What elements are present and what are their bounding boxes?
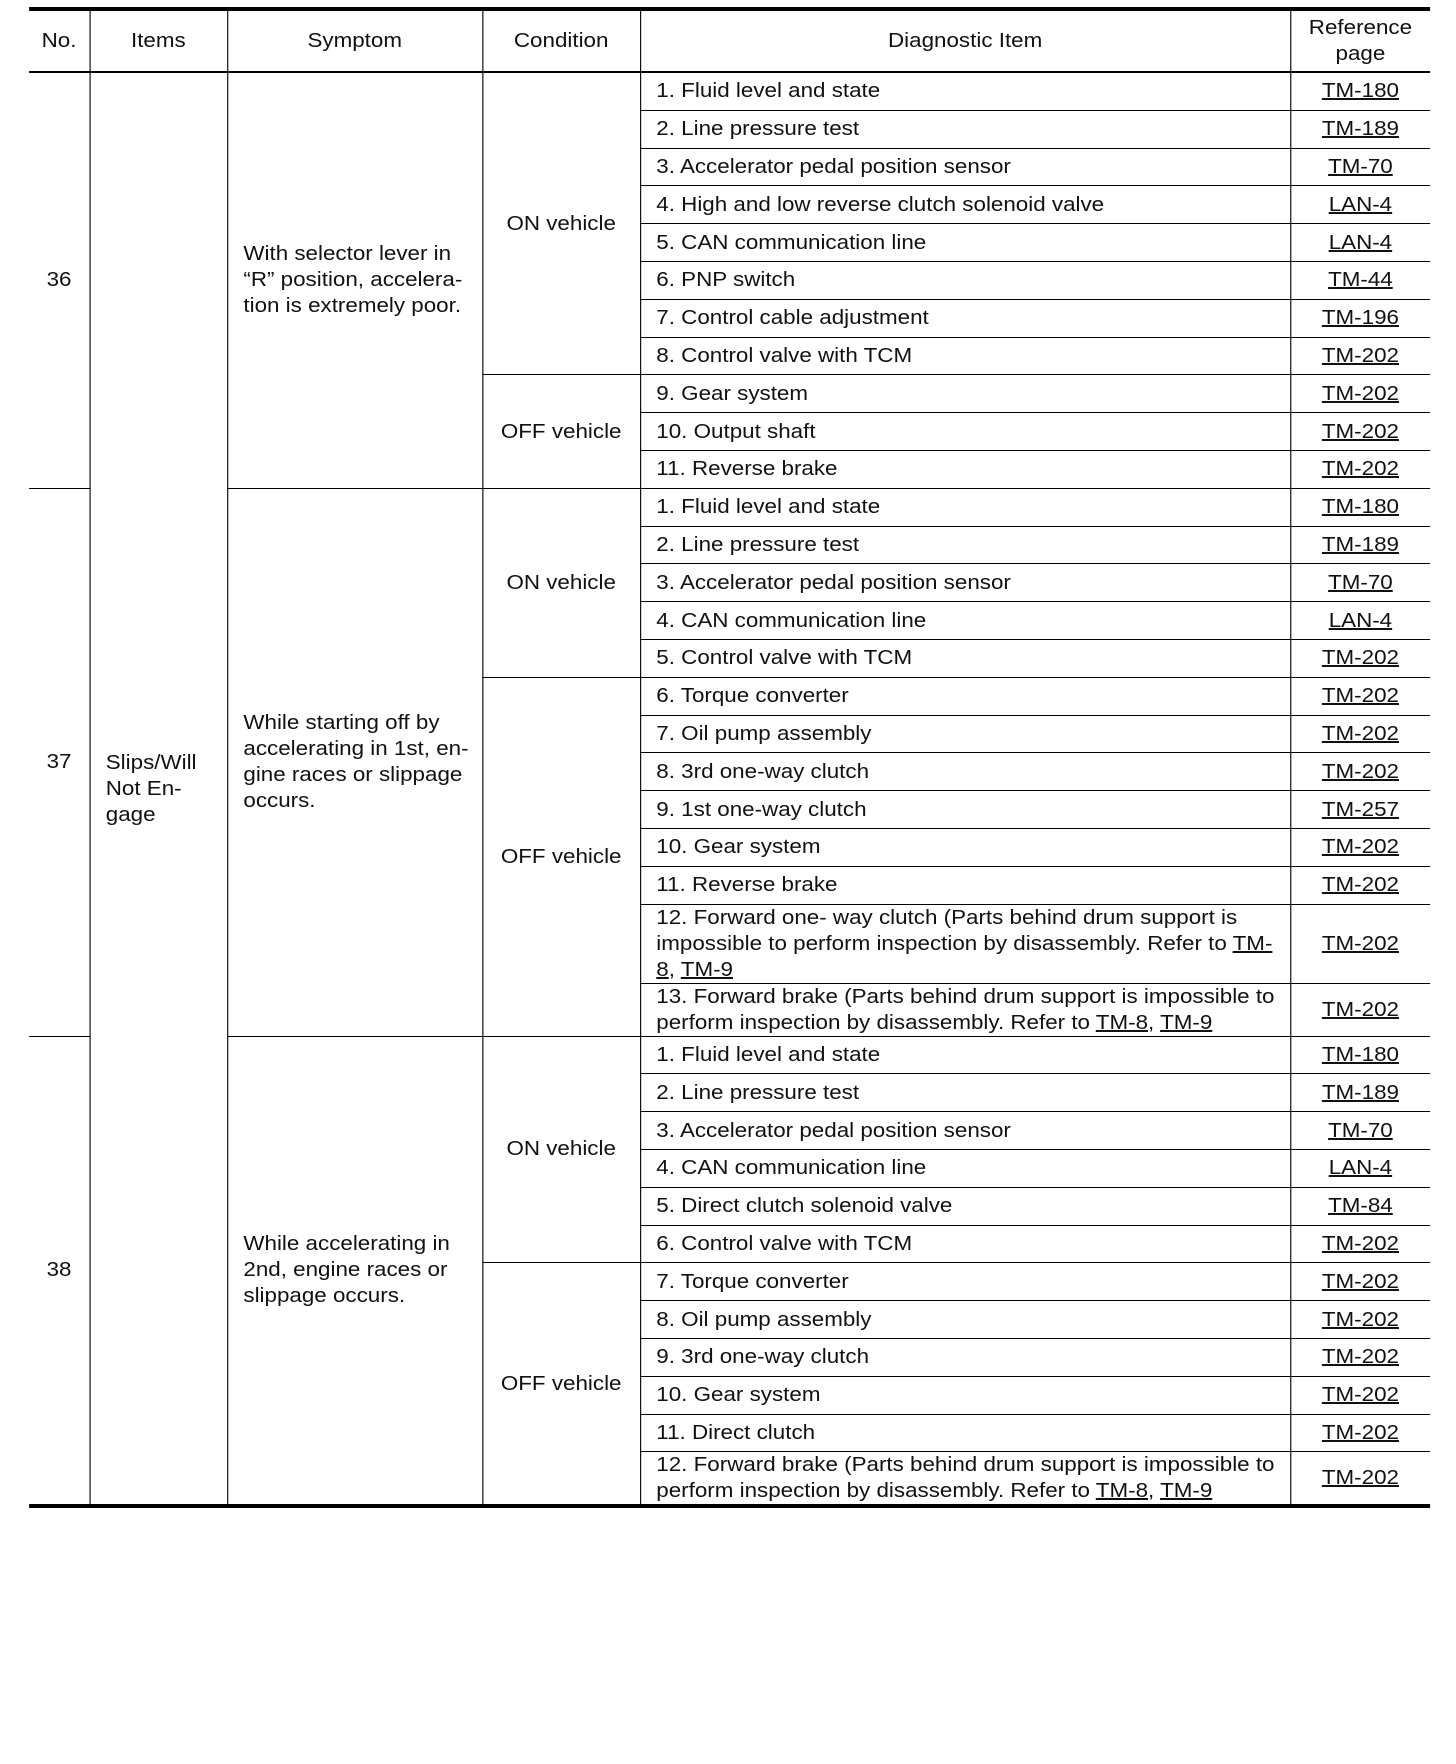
diagnostic-item [640,375,1290,413]
diagnostic-item [640,715,1290,753]
reference-page-cell [1290,1301,1430,1339]
diagnostic-item-text: 11. Reverse brake [656,458,838,481]
diagnostic-item [640,526,1290,564]
reference-page-link[interactable]: TM-202 [1321,722,1399,745]
reference-page-link[interactable]: TM-202 [1321,1346,1399,1369]
diagnostic-item [640,1036,1290,1074]
reference-link[interactable]: TM-8 [1095,1480,1149,1503]
diagnostic-item-text: 4. CAN communication line [656,1157,927,1180]
table-row [29,488,1430,526]
reference-page-link[interactable]: LAN-4 [1328,193,1393,216]
diagnostic-item-text: 9. Gear system [656,382,809,405]
header-diagnostic-item: Diagnostic Item [640,9,1290,72]
item-label: Slips/Will Not En-gage [90,72,228,1506]
reference-page-cell [1290,224,1430,262]
diagnostic-item-text: 5. Control valve with TCM [656,647,913,670]
diagnostic-item: 12. Forward one- way clutch (Parts behind drum support is impossible to perform inspection by disassembly. Refer to TM-8, TM-9 [640,904,1290,983]
diagnostic-table [29,7,1430,1508]
reference-page-cell [1290,450,1430,488]
diagnostic-item-text: 11. Direct clutch [656,1421,816,1444]
reference-page-cell [1290,1149,1430,1187]
diagnostic-item [640,791,1290,829]
diagnostic-item-text: 1. Fluid level and state [656,496,881,519]
reference-page-cell [1290,1074,1430,1112]
reference-page-cell [1290,526,1430,564]
diagnostic-item [640,866,1290,904]
header-condition: Condition [482,9,640,72]
reference-page-link[interactable]: TM-180 [1321,1043,1399,1066]
reference-page-cell [1290,1263,1430,1301]
reference-page-cell [1290,904,1430,983]
reference-page-link[interactable]: TM-202 [1321,836,1399,859]
diagnostic-item-text: 6. Torque converter [656,685,849,708]
reference-page-cell [1290,1414,1430,1452]
condition-label: ON vehicle [482,488,640,677]
item-number: 38 [29,1036,89,1506]
reference-page-link[interactable]: TM-202 [1321,420,1399,443]
reference-page-link[interactable]: TM-202 [1321,874,1399,897]
diagnostic-item-text: 8. Oil pump assembly [656,1308,872,1331]
reference-page-cell [1290,337,1430,375]
reference-page-link[interactable]: TM-70 [1328,1119,1393,1142]
reference-page-cell [1290,261,1430,299]
diagnostic-item [640,72,1290,110]
condition-label: OFF vehicle [482,375,640,488]
diagnostic-item-text: 8. 3rd one-way clutch [656,760,870,783]
reference-page-cell [1290,866,1430,904]
diagnostic-item-text: 4. High and low reverse clutch solenoid valve [656,193,1105,216]
table-header-row [29,9,1430,72]
diagnostic-item-text: 6. Control valve with TCM [656,1232,913,1255]
reference-page-cell [1290,828,1430,866]
diagnostic-item [640,828,1290,866]
reference-page-cell [1290,148,1430,186]
reference-page-link[interactable]: TM-180 [1321,496,1399,519]
reference-page-link[interactable]: TM-202 [1321,1232,1399,1255]
reference-page-link[interactable]: TM-189 [1321,533,1399,556]
reference-page-cell [1290,791,1430,829]
reference-page-cell [1290,753,1430,791]
diagnostic-item-text: 12. Forward brake (Parts behind drum support is impossible to perform inspection by disassembly. Refer to [656,1454,1275,1503]
diagnostic-item-text: 12. Forward one- way clutch (Parts behind drum support is impossible to perform inspection by disassembly. Refer to [656,906,1238,955]
diagnostic-item [640,1338,1290,1376]
reference-page-cell [1290,1376,1430,1414]
diagnostic-item-text: 2. Line pressure test [656,118,860,141]
diagnostic-item [640,1376,1290,1414]
reference-page-cell [1290,1112,1430,1150]
header-no: No. [29,9,89,72]
diagnostic-item [640,261,1290,299]
diagnostic-item-text: 13. Forward brake (Parts behind drum support is impossible to perform inspection by disassembly. Refer to [656,985,1275,1034]
diagnostic-item-text: 5. CAN communication line [656,231,927,254]
diagnostic-item [640,602,1290,640]
reference-page-cell [1290,715,1430,753]
diagnostic-item-text: 5. Direct clutch solenoid valve [656,1195,953,1218]
item-number: 36 [29,72,89,488]
reference-page-cell [1290,1225,1430,1263]
diagnostic-item-text: 2. Line pressure test [656,533,860,556]
reference-page-link[interactable]: TM-202 [1321,998,1399,1021]
reference-page-cell [1290,639,1430,677]
diagnostic-item-text: 7. Oil pump assembly [656,722,872,745]
reference-page-link[interactable]: TM-202 [1321,1384,1399,1407]
diagnostic-item [640,186,1290,224]
reference-page-link[interactable]: TM-189 [1321,1081,1399,1104]
reference-page-cell [1290,677,1430,715]
diagnostic-item [640,224,1290,262]
diagnostic-item [640,337,1290,375]
reference-link[interactable]: TM-8 [656,932,1273,981]
diagnostic-item-text: 7. Control cable adjustment [656,307,929,330]
reference-page-link[interactable]: TM-44 [1328,269,1393,292]
reference-page-link[interactable]: TM-202 [1321,1421,1399,1444]
diagnostic-item-text: 3. Accelerator pedal position sensor [656,155,1011,178]
reference-page-cell [1290,72,1430,110]
diagnostic-item [640,1112,1290,1150]
diagnostic-item-text: 10. Output shaft [656,420,816,443]
reference-page-cell [1290,1036,1430,1074]
reference-link[interactable]: TM-9 [1160,1011,1213,1034]
diagnostic-item-text: 3. Accelerator pedal position sensor [656,1119,1011,1142]
reference-page-link[interactable]: TM-202 [1321,1270,1399,1293]
diagnostic-item [640,1225,1290,1263]
reference-page-link[interactable]: TM-84 [1328,1195,1393,1218]
reference-page-cell [1290,602,1430,640]
reference-page-link[interactable]: TM-70 [1328,571,1393,594]
diagnostic-item [640,110,1290,148]
reference-page-cell [1290,564,1430,602]
diagnostic-item-text: 9. 1st one-way clutch [656,798,867,821]
diagnostic-item-text: 4. CAN communication line [656,609,927,632]
header-reference-line2: page [1335,43,1386,65]
diagnostic-item-text: 8. Control valve with TCM [656,344,913,367]
diagnostic-item-text: 1. Fluid level and state [656,80,881,103]
diagnostic-item [640,413,1290,451]
condition-label: ON vehicle [482,72,640,375]
diagnostic-item-text: 9. 3rd one-way clutch [656,1346,870,1369]
table-row [29,72,1430,110]
condition-label: OFF vehicle [482,1263,640,1506]
reference-page-link[interactable]: TM-196 [1321,307,1399,330]
condition-label: OFF vehicle [482,677,640,1036]
diagnostic-item [640,488,1290,526]
diagnostic-item: 12. Forward brake (Parts behind drum support is impossible to perform inspection by disassembly. Refer to TM-8, TM-9 [640,1452,1290,1507]
reference-link[interactable]: TM-9 [1160,1480,1213,1503]
diagnostic-item-text: 7. Torque converter [656,1270,849,1293]
header-reference-line1: Reference [1308,17,1413,39]
header-reference-page [1290,9,1430,72]
reference-page-link[interactable]: TM-202 [1321,647,1399,670]
table-row [29,1036,1430,1074]
reference-page-link[interactable]: TM-202 [1321,344,1399,367]
reference-page-link[interactable]: TM-189 [1321,118,1399,141]
reference-link[interactable]: TM-9 [680,958,734,981]
diagnostic-item [640,450,1290,488]
diagnostic-item: 13. Forward brake (Parts behind drum support is impossible to perform inspection by disassembly. Refer to TM-8, TM-9 [640,983,1290,1036]
reference-page-link[interactable]: TM-70 [1328,155,1393,178]
reference-page-cell [1290,1187,1430,1225]
reference-page-cell [1290,1452,1430,1507]
reference-page-link[interactable]: TM-202 [1321,458,1399,481]
header-symptom: Symptom [227,9,482,72]
diagnostic-item-text: 10. Gear system [656,1384,821,1407]
symptom-text: With selector lever in “R” position, accelera-tion is extremely poor. [227,72,482,488]
diagnostic-item [640,148,1290,186]
item-number: 37 [29,488,89,1036]
diagnostic-item [640,1149,1290,1187]
reference-page-link[interactable]: TM-202 [1321,382,1399,405]
table-body [29,72,1430,1506]
condition-label: ON vehicle [482,1036,640,1263]
reference-page-link[interactable]: LAN-4 [1328,609,1393,632]
diagnostic-item-text: 2. Line pressure test [656,1081,860,1104]
diagnostic-item [640,1187,1290,1225]
diagnostic-item-text: 3. Accelerator pedal position sensor [656,571,1011,594]
reference-page-link[interactable]: LAN-4 [1328,231,1393,254]
reference-page-link[interactable]: TM-202 [1321,1308,1399,1331]
diagnostic-item [640,564,1290,602]
reference-page-cell [1290,488,1430,526]
reference-page-link[interactable]: TM-180 [1321,80,1399,103]
reference-page-link[interactable]: TM-257 [1321,798,1399,821]
diagnostic-item-text: 6. PNP switch [656,269,796,292]
reference-page-link[interactable]: TM-202 [1321,1467,1399,1490]
diagnostic-item [640,1263,1290,1301]
diagnostic-item [640,1414,1290,1452]
header-items: Items [90,9,228,72]
reference-page-cell [1290,375,1430,413]
reference-link[interactable]: TM-8 [1095,1011,1149,1034]
reference-page-link[interactable]: LAN-4 [1328,1157,1393,1180]
reference-page-cell [1290,413,1430,451]
reference-page-cell [1290,1338,1430,1376]
reference-page-link[interactable]: TM-202 [1321,685,1399,708]
diagnostic-item [640,299,1290,337]
symptom-text: While starting off by accelerating in 1st, en-gine races or slippage occurs. [227,488,482,1036]
reference-page-link[interactable]: TM-202 [1321,760,1399,783]
reference-page-cell [1290,299,1430,337]
diagnostic-item-text: 1. Fluid level and state [656,1043,881,1066]
reference-page-cell [1290,186,1430,224]
diagnostic-item [640,1301,1290,1339]
symptom-text: While accelerating in 2nd, engine races or slippage occurs. [227,1036,482,1506]
reference-page-link[interactable]: TM-202 [1321,932,1399,955]
diagnostic-item-text: 11. Reverse brake [656,874,838,897]
diagnostic-item-text: 10. Gear system [656,836,821,859]
diagnostic-item [640,677,1290,715]
diagnostic-item [640,1074,1290,1112]
diagnostic-item [640,639,1290,677]
reference-page-cell [1290,983,1430,1036]
diagnostic-item [640,753,1290,791]
reference-page-cell [1290,110,1430,148]
